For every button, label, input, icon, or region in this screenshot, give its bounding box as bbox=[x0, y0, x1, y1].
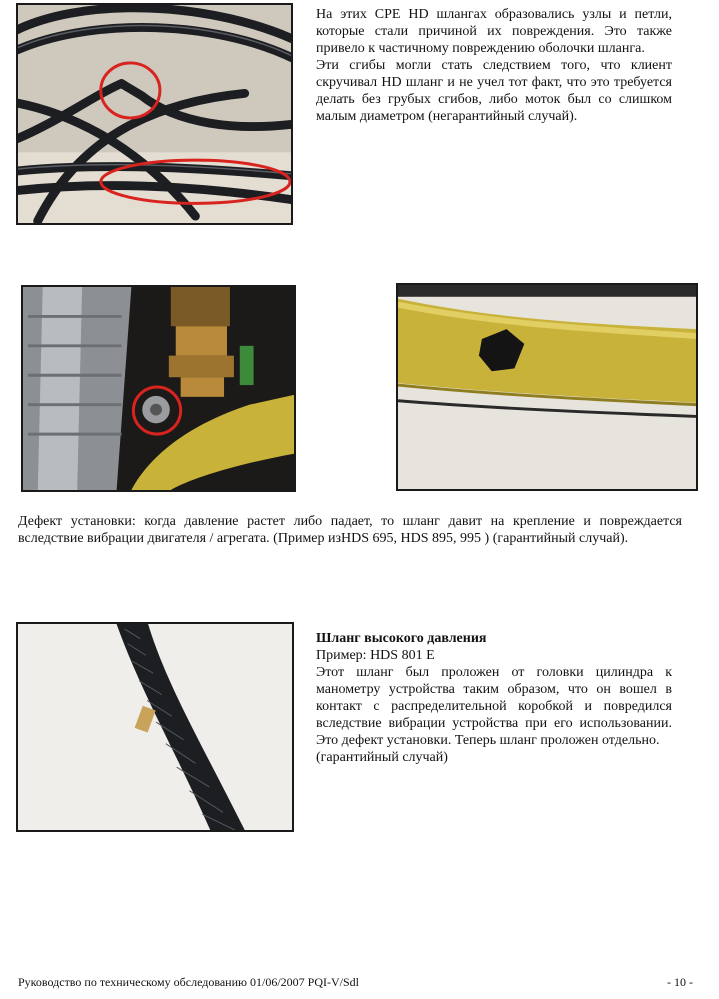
section1-paragraph2: Эти сгибы могли стать следствием того, что клиент скручивал HD шланг и не учел тот факт, что это требуется делать без грубых сгибов, либо моток был со слишком малым диаметром (негарантийный случай). bbox=[316, 58, 672, 124]
photo-engine-mount bbox=[21, 285, 296, 492]
photo-coiled-hoses bbox=[16, 3, 293, 225]
section1-text bbox=[316, 6, 672, 125]
section3-heading: Шланг высокого давления bbox=[316, 631, 487, 646]
section1-paragraph1: На этих CPE HD шлангах образовались узлы и петли, которые стали причиной их повреждения. Это также привело к частичному повреждению оболочки шланга. bbox=[316, 7, 672, 56]
yellow-hose-illustration bbox=[398, 285, 696, 489]
photo-yellow-hose bbox=[396, 283, 698, 491]
section3-note: (гарантийный случай) bbox=[316, 750, 448, 765]
section3-body: Этот шланг был проложен от головки цилиндра к манометру устройства таким образом, что он вошел в контакт с распределительной коробкой и повредился вследствие вибрации устройства при его использовании. Это дефект установки. Теперь шланг проложен отдельно. bbox=[316, 665, 672, 748]
section3-text bbox=[316, 630, 672, 766]
engine-mount-illustration bbox=[23, 287, 294, 490]
braided-hose-illustration bbox=[18, 624, 292, 830]
section2-caption: Дефект установки: когда давление растет либо падает, то шланг давит на крепление и повреждается вследствие вибрации двигателя / агрегата. (Пример изHDS 695, HDS 895, 995 ) (гарантийный случай). bbox=[18, 514, 682, 546]
photo-braided-hose bbox=[16, 622, 294, 832]
section3-example: Пример: HDS 801 E bbox=[316, 648, 435, 663]
footer-left: Руководство по техническому обследованию 01/06/2007 PQI-V/Sdl bbox=[18, 975, 359, 989]
page-number: - 10 - bbox=[667, 975, 693, 989]
coiled-hoses-illustration bbox=[18, 5, 291, 223]
